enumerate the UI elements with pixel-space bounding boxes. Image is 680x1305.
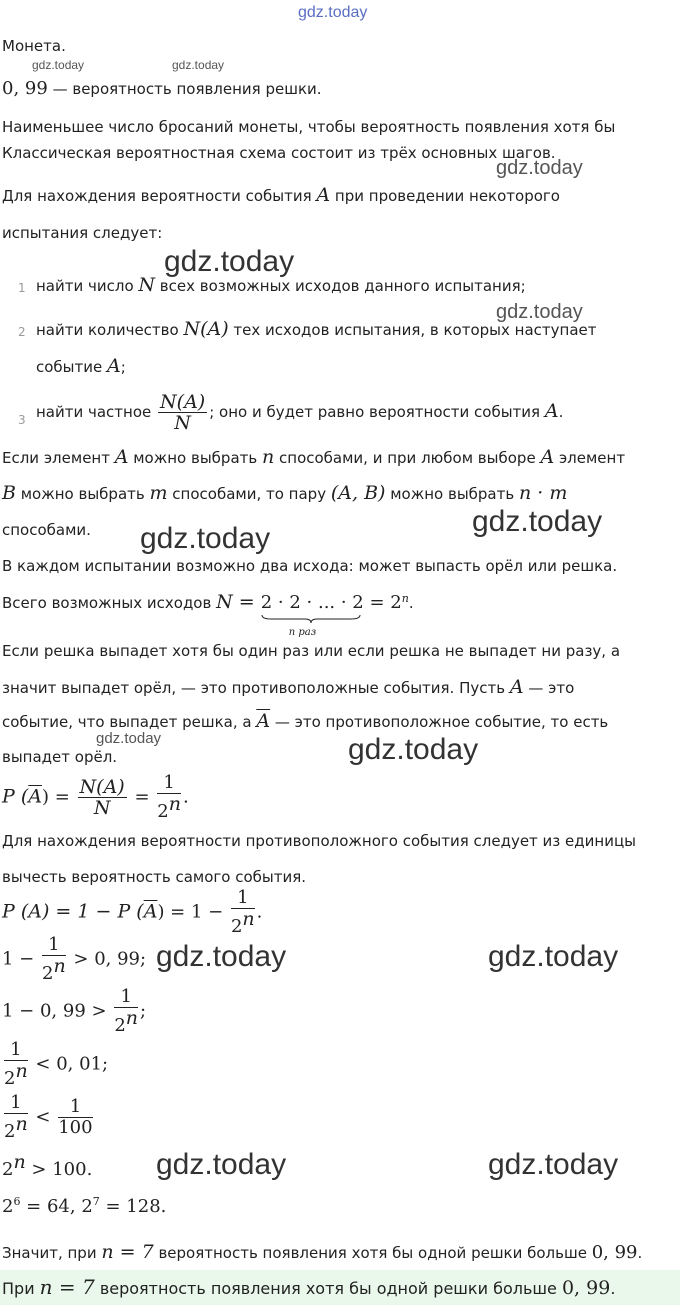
watermark: gdz.today [496, 157, 583, 179]
var: A [540, 446, 555, 468]
scheme-lead-line2: испытания следует: [2, 224, 163, 242]
var: (A, B) [330, 482, 386, 504]
fraction [114, 987, 138, 1036]
given-value: 0, 99 [2, 78, 48, 99]
text: вероятность появления хотя бы одной решки больше [153, 1244, 592, 1262]
text: событие [36, 358, 108, 376]
numerator: 1 [4, 1040, 28, 1061]
text: найти количество [36, 321, 184, 339]
var: A [509, 676, 524, 698]
opposite-line-3 [2, 712, 608, 731]
text: > 100. [25, 1159, 93, 1180]
numerator: 1 [157, 773, 181, 794]
inequality-4 [2, 1093, 95, 1142]
inequality-5 [2, 1151, 92, 1180]
text: . [610, 1279, 616, 1298]
text: способами, то пару [167, 485, 331, 503]
exponent: n [15, 1060, 28, 1082]
text: ; [140, 1000, 147, 1022]
var-complement: $\overline{A}$ [256, 710, 271, 732]
product-terms: 2 · 2 · ... · 2 [260, 592, 364, 613]
var: n = 7 [101, 1241, 154, 1263]
text: способами, и при любом выборе [274, 449, 541, 467]
exponent: n [53, 955, 66, 977]
text: . [256, 901, 263, 923]
text: тех исходов испытания, в которых наступает [228, 321, 597, 339]
exponent: n [125, 1007, 139, 1029]
step-1 [36, 276, 526, 295]
fraction [158, 392, 207, 433]
text: P (A) = 1 − P ( [2, 900, 144, 923]
watermark: gdz.today [488, 940, 619, 973]
var: A [544, 400, 559, 422]
powers-of-two [2, 1195, 166, 1217]
formula-prob-a [2, 888, 262, 937]
product [260, 592, 364, 638]
text: событие, что выпадет решка, а [2, 713, 257, 731]
text: < 0, 01; [29, 1053, 109, 1075]
text: ) = 1 − [157, 901, 229, 923]
opposite-line-4: выпадет орёл. [2, 748, 118, 766]
value: 0, 99 [561, 1277, 611, 1299]
watermark: gdz.today [172, 58, 225, 72]
exponent: n [168, 793, 181, 815]
opposite-line-2 [2, 678, 574, 697]
step-3 [36, 392, 563, 433]
watermark: gdz.today [488, 1148, 619, 1181]
opp-rule-line-1: Для нахождения вероятности противоположного события следует из единицы [2, 832, 636, 850]
denominator: 100 [58, 1117, 93, 1138]
formula-complement-prob [2, 773, 189, 822]
text: 1 − 0, 99 > [2, 1000, 113, 1022]
exponent: n [242, 908, 255, 930]
text: значит выпадет орёл, — это противоположные события. Пусть [2, 679, 510, 697]
text: найти частное [36, 403, 157, 421]
text: = 128. [99, 1196, 167, 1217]
text: . [182, 786, 189, 808]
var: N = [216, 591, 261, 613]
watermark: gdz.today [472, 505, 603, 538]
numerator: 1 [114, 987, 138, 1008]
fraction [78, 777, 127, 818]
text: ; оно и будет равно вероятности события [209, 403, 545, 421]
text: Если элемент [2, 449, 115, 467]
given-line [2, 80, 322, 98]
text: Значит, при [2, 1244, 102, 1262]
var: A [316, 184, 331, 206]
underbrace-icon [261, 614, 361, 624]
var-complement: $\overline{A}$ [143, 900, 158, 923]
text: > 0, 99; [67, 948, 147, 970]
var-complement: $\overline{A}$ [28, 785, 42, 808]
value: 0, 99 [591, 1242, 638, 1263]
fraction [4, 1093, 28, 1142]
watermark: gdz.today [156, 940, 287, 973]
denominator: 2 [4, 1121, 16, 1142]
text: — это противоположное событие, то есть [270, 713, 609, 731]
answer-box [0, 1270, 680, 1305]
text: вероятность появления хотя бы одной решки больше [94, 1279, 562, 1298]
denominator: 2 [4, 1068, 16, 1089]
text: элемент [554, 449, 626, 467]
text: ) = [41, 786, 76, 808]
fraction [4, 1040, 28, 1089]
text: всех возможных исходов данного испытания; [155, 277, 526, 295]
conclusion [2, 1243, 642, 1262]
var: A [114, 446, 129, 468]
var: n = 7 [39, 1275, 95, 1299]
denominator: 2 [230, 916, 243, 937]
text: можно выбрать [15, 485, 150, 503]
underbrace-label: n раз [288, 627, 317, 638]
numerator: 1 [58, 1097, 92, 1118]
watermark: gdz.today [164, 245, 295, 278]
numerator: 1 [42, 935, 66, 956]
var: N [138, 274, 156, 296]
text: Для нахождения вероятности события [2, 187, 317, 205]
fraction [231, 888, 255, 937]
text: — это [523, 679, 575, 697]
exponent: n [401, 592, 409, 605]
problem-heading: Монета. [2, 37, 66, 55]
text: < [29, 1106, 57, 1128]
rule-line-1 [2, 448, 625, 467]
exponent: 6 [13, 1195, 21, 1208]
answer-text [2, 1276, 615, 1300]
text: найти число [36, 277, 139, 295]
var: A [107, 355, 121, 377]
text: ; [120, 358, 126, 376]
text: При [2, 1279, 40, 1298]
watermark: gdz.today [156, 1148, 287, 1181]
text: 2 [2, 1159, 14, 1180]
numerator: 1 [231, 888, 255, 909]
inequality-1 [2, 935, 146, 984]
step-2-line2 [36, 357, 126, 376]
outcomes-text: В каждом испытании возможно два исхода: может выпасть орёл или решка. [2, 557, 618, 575]
watermark: gdz.today [96, 730, 162, 747]
watermark: gdz.today [348, 733, 479, 766]
question-text: Наименьшее число бросаний монеты, чтобы вероятность появления хотя бы [2, 118, 616, 136]
text: можно выбрать [128, 449, 262, 467]
numerator: 1 [4, 1093, 28, 1114]
var: n [262, 446, 275, 468]
text: = 64, 2 [20, 1196, 93, 1217]
inequality-3 [2, 1040, 108, 1089]
denominator: 2 [41, 963, 54, 984]
scheme-lead [2, 186, 560, 205]
watermark: gdz.today [32, 58, 85, 72]
rule-line-2 [2, 484, 567, 503]
text: = 2 [363, 592, 402, 613]
exponent: n [15, 1113, 28, 1135]
opposite-line-1: Если решка выпадет хотя бы один раз или если решка не выпадет ни разу, а [2, 642, 621, 660]
scheme-intro: Классическая вероятностная схема состоит из трёх основных шагов. [2, 144, 556, 162]
given-text: — вероятность появления решки. [47, 80, 322, 98]
var: n · m [518, 482, 568, 504]
text: 2 [2, 1196, 14, 1217]
step-2 [36, 320, 596, 339]
denominator: N [93, 797, 111, 819]
watermark: gdz.today [496, 301, 583, 323]
watermark: gdz.today [298, 4, 368, 21]
text: Всего возможных исходов [2, 594, 217, 612]
exponent: 7 [92, 1195, 100, 1208]
denominator: N [174, 412, 191, 434]
fraction [58, 1097, 92, 1138]
var: m [149, 482, 168, 504]
fraction [42, 935, 66, 984]
text: . [558, 403, 564, 421]
opp-rule-line-2: вычесть вероятность самого события. [2, 868, 307, 886]
total-outcomes [2, 590, 414, 638]
watermark: gdz.today [140, 522, 271, 555]
text: . [408, 594, 414, 612]
denominator: 2 [157, 801, 169, 822]
rule-line-3: способами. [2, 521, 91, 539]
numerator: N(A) [160, 391, 206, 413]
text: = [128, 786, 156, 808]
text: P ( [2, 785, 29, 808]
step-number: 1 [18, 281, 26, 295]
text: 1 − [2, 948, 40, 970]
denominator: 2 [114, 1015, 126, 1036]
fraction [157, 773, 181, 822]
inequality-2 [2, 987, 146, 1036]
text: . [637, 1244, 643, 1262]
step-number: 3 [18, 413, 26, 427]
var: B [2, 482, 16, 504]
text: можно выбрать [385, 485, 519, 503]
var: N(A) [183, 318, 229, 340]
exponent: n [13, 1151, 26, 1173]
numerator: N(A) [79, 776, 125, 798]
step-number: 2 [18, 325, 26, 339]
text: при проведении некоторого [330, 187, 560, 205]
